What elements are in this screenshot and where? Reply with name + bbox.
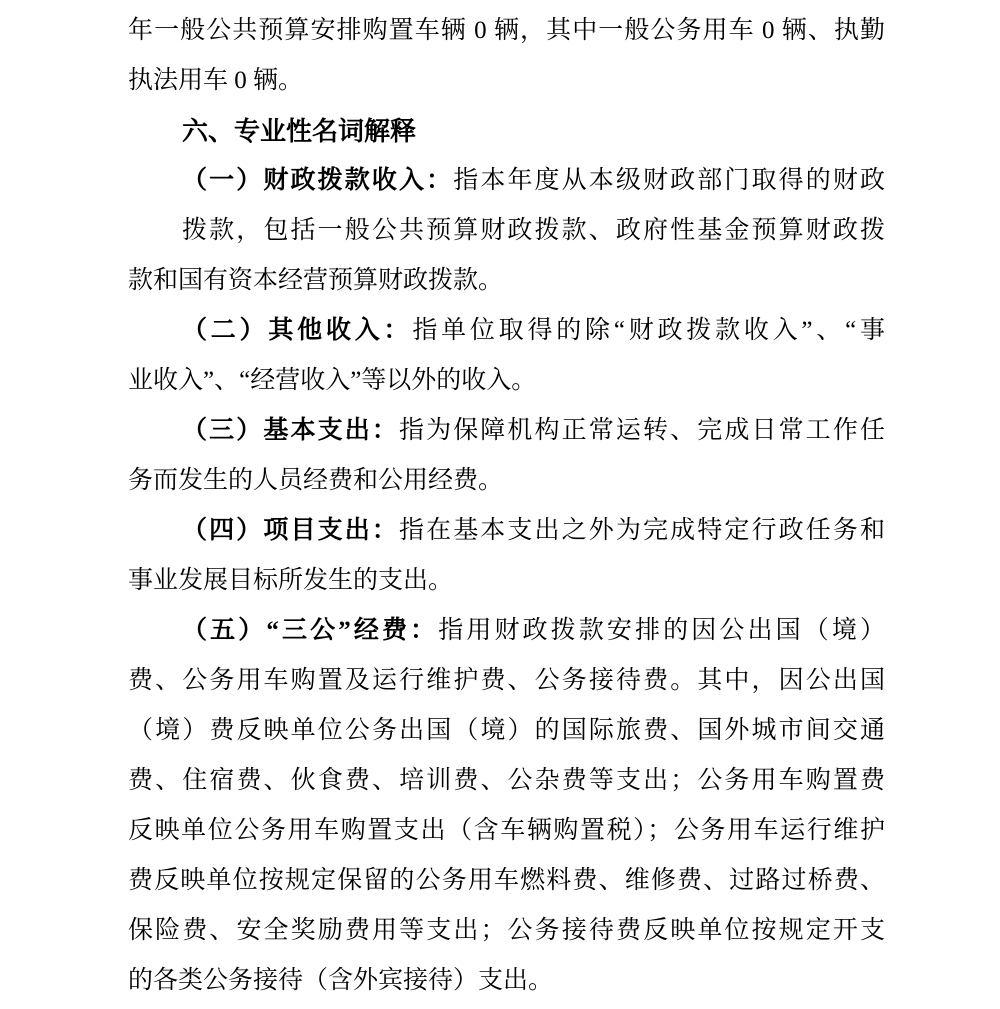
text-run: 指单位取得的除“财政拨款收入”、“事 (412, 317, 885, 344)
text-line (128, 906, 885, 956)
text-line (128, 706, 885, 756)
text-line (128, 306, 885, 356)
term-label: 六、专业性名词解释 (182, 116, 417, 146)
text-run: 务而发生的人员经费和公用经费。 (128, 467, 504, 494)
section-heading (128, 106, 885, 156)
text-line (128, 806, 885, 856)
term-label: （四）项目支出： (182, 517, 399, 544)
text-line (128, 256, 885, 306)
text-line (128, 856, 885, 906)
text-run: 指本年度从本级财政部门取得的财政 (453, 167, 885, 194)
text-run: 业收入”、“经营收入”等以外的收入。 (128, 367, 537, 394)
text-line (128, 606, 885, 656)
text-run: 拨款，包括一般公共预算财政拨款、政府性基金预算财政拨 (182, 217, 885, 244)
text-line (128, 156, 885, 206)
text-line (128, 56, 885, 106)
document-body (128, 6, 885, 1006)
term-label: （三）基本支出： (182, 417, 399, 444)
text-line (128, 356, 885, 406)
term-label: （一）财政拨款收入： (182, 167, 454, 194)
text-line (128, 456, 885, 506)
text-line (128, 206, 885, 256)
text-run: （境）费反映单位公务出国（境）的国际旅费、国外城市间交通 (128, 717, 885, 744)
text-run: 款和国有资本经营预算财政拨款。 (128, 267, 504, 294)
term-label: （二）其他收入： (182, 317, 413, 344)
text-run: 年一般公共预算安排购置车辆 0 辆，其中一般公务用车 0 辆、执勤 (128, 17, 885, 44)
text-run: 反映单位公务用车购置支出（含车辆购置税）；公务用车运行维护 (128, 817, 885, 844)
text-line (128, 756, 885, 806)
text-run: 指为保障机构正常运转、完成日常工作任 (398, 417, 885, 444)
text-run: 费反映单位按规定保留的公务用车燃料费、维修费、过路过桥费、 (128, 867, 885, 894)
text-run: 执法用车 0 辆。 (128, 67, 304, 94)
term-label: （五）“三公”经费： (182, 617, 439, 644)
text-run: 事业发展目标所发生的支出。 (128, 567, 454, 594)
text-line (128, 406, 885, 456)
text-line (128, 6, 885, 56)
text-line (128, 956, 885, 1006)
text-line (128, 656, 885, 706)
text-run: 费、公务用车购置及运行维护费、公务接待费。其中，因公出国 (128, 667, 885, 694)
text-run: 费、住宿费、伙食费、培训费、公杂费等支出；公务用车购置费 (128, 767, 885, 794)
text-run: 的各类公务接待（含外宾接待）支出。 (128, 967, 554, 994)
text-run: 指在基本支出之外为完成特定行政任务和 (398, 517, 885, 544)
text-line (128, 556, 885, 606)
text-run: 指用财政拨款安排的因公出国（境） (438, 617, 885, 644)
text-run: 保险费、安全奖励费用等支出；公务接待费反映单位按规定开支 (128, 917, 885, 944)
text-line (128, 506, 885, 556)
